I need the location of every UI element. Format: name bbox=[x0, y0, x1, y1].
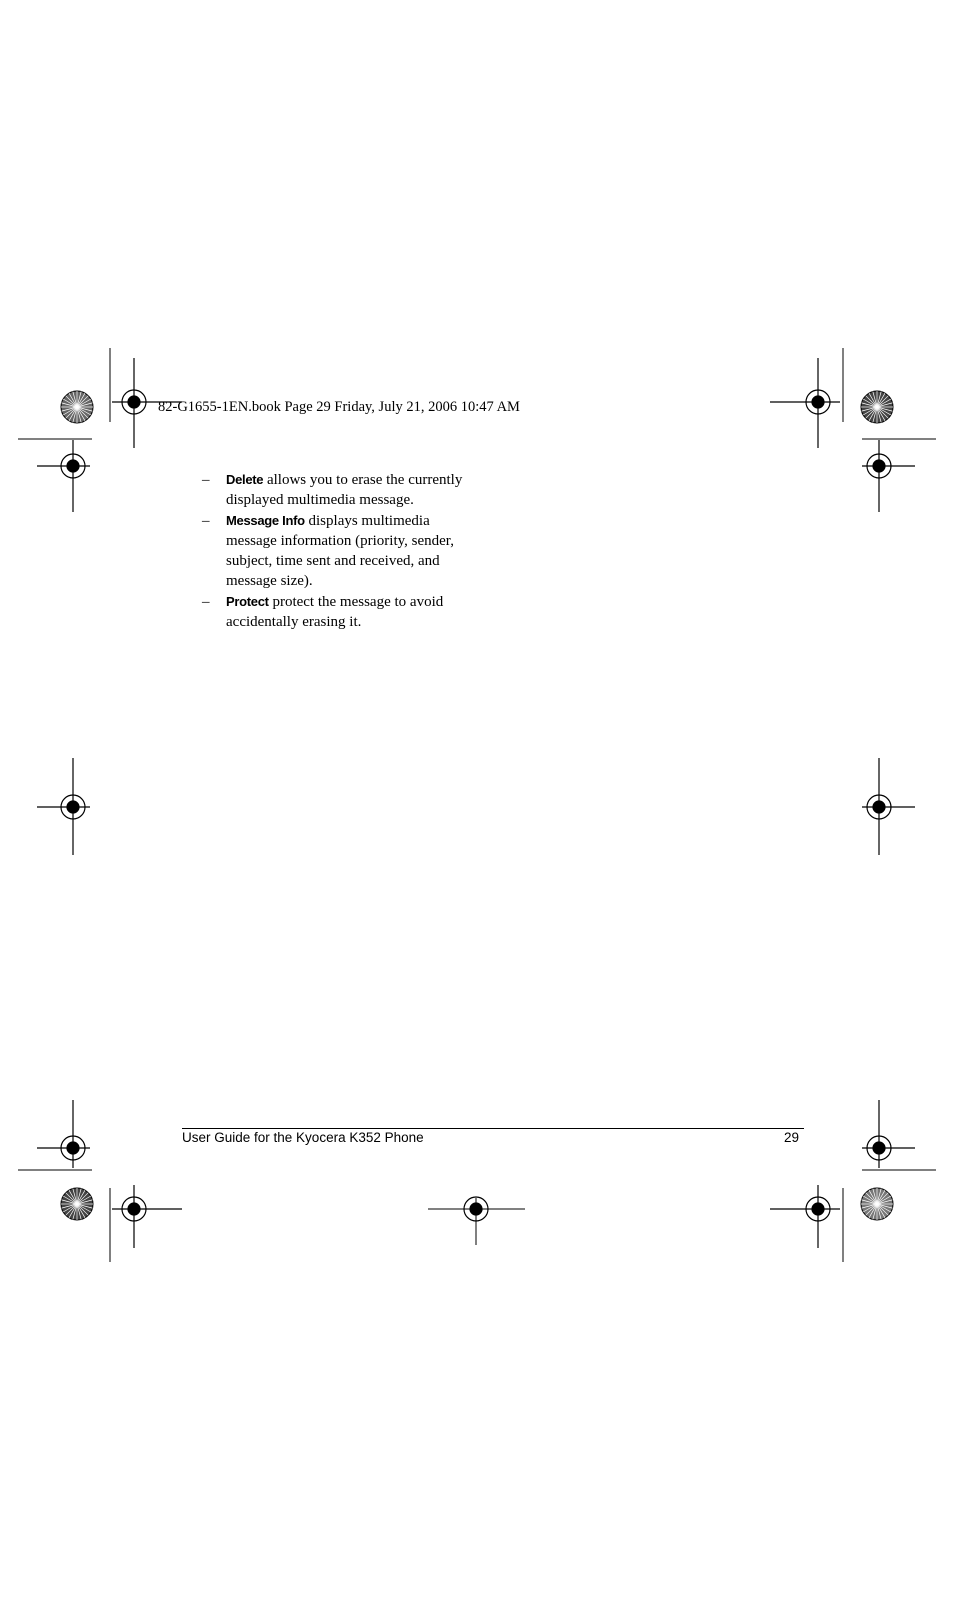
footer-title: User Guide for the Kyocera K352 Phone bbox=[182, 1130, 424, 1145]
option-description: allows you to erase the currently displayed multimedia message. bbox=[226, 472, 463, 508]
option-term: Message Info bbox=[226, 513, 305, 528]
registration-mark bbox=[37, 440, 90, 512]
list-dash: – bbox=[202, 594, 210, 610]
list-item bbox=[202, 470, 482, 510]
list-dash: – bbox=[202, 472, 210, 488]
list-dash: – bbox=[202, 513, 210, 529]
list-item bbox=[202, 511, 482, 591]
registration-mark bbox=[112, 1185, 182, 1248]
list-item bbox=[202, 592, 482, 632]
registration-mark bbox=[770, 358, 840, 448]
registration-mark bbox=[37, 1100, 90, 1168]
star-target bbox=[861, 391, 893, 423]
options-list bbox=[202, 470, 482, 633]
star-target bbox=[61, 1188, 93, 1220]
registration-mark bbox=[862, 440, 915, 512]
option-description: protect the message to avoid accidentally erasing it. bbox=[226, 594, 444, 630]
registration-mark bbox=[862, 758, 915, 855]
registration-mark bbox=[862, 1100, 915, 1168]
option-term: Delete bbox=[226, 472, 264, 487]
page-number: 29 bbox=[784, 1130, 800, 1145]
registration-mark bbox=[770, 1185, 840, 1248]
registration-mark bbox=[37, 758, 90, 855]
star-target bbox=[61, 391, 93, 423]
print-header: 82-G1655-1EN.book Page 29 Friday, July 21, 2006 10:47 AM bbox=[158, 399, 520, 415]
option-term: Protect bbox=[226, 594, 269, 609]
star-target bbox=[861, 1188, 893, 1220]
footer-rule bbox=[182, 1128, 804, 1129]
option-description: displays multimedia message information (priority, sender, subject, time sent and received, and message size). bbox=[226, 513, 454, 589]
